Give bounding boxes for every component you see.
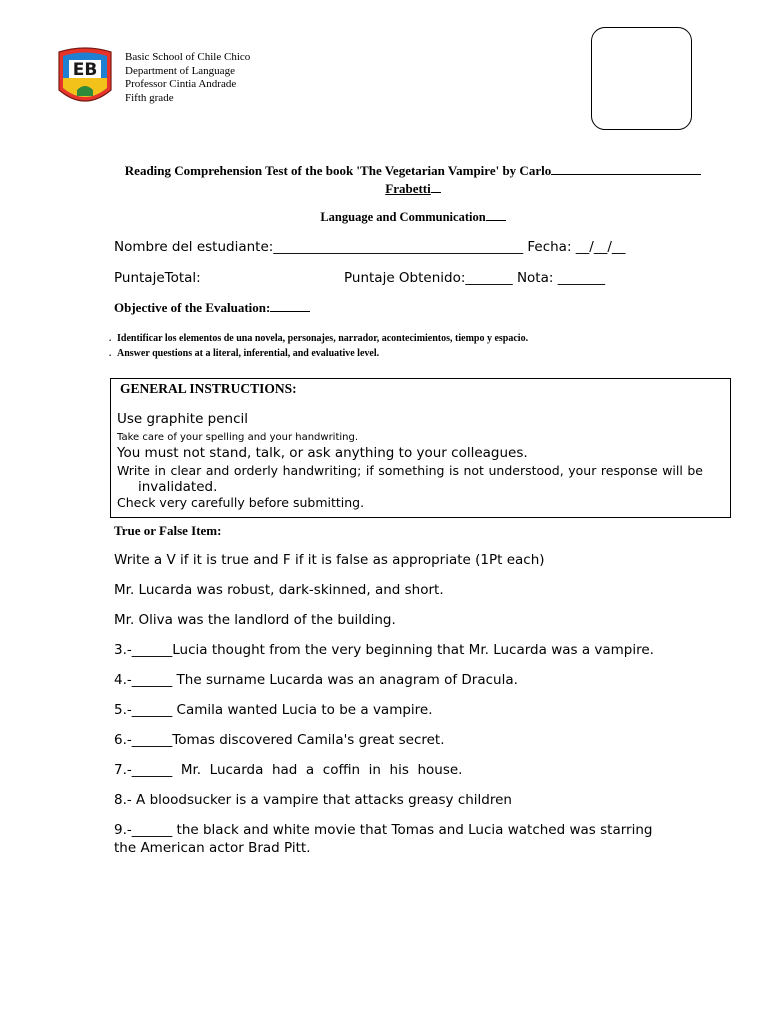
school-crest-icon (55, 46, 115, 108)
bullet-icon: . (109, 348, 112, 358)
question-item: 9.-______ the black and white movie that Tomas and Lucia watched was starring (114, 822, 653, 838)
instruction-text: Write in clear and orderly handwriting; if something is not understood, your response will be (117, 463, 703, 478)
objective-heading-label: Objective of the Evaluation: (114, 300, 271, 315)
objective-underline (270, 301, 310, 312)
question-item: 5.-______ Camila wanted Lucia to be a vampire. (114, 702, 433, 718)
instruction-item (109, 495, 703, 510)
department: Department of Language (125, 64, 235, 77)
question-item: 6.-______Tomas discovered Camila's great secret. (114, 732, 445, 748)
title-line-2: Frabetti (385, 181, 431, 196)
instruction-item (109, 463, 703, 478)
school-name: Basic School of Chile Chico (125, 51, 251, 63)
bullet-icon: . (109, 416, 112, 426)
instruction-text: Take care of your spelling and your handwriting. (117, 432, 359, 443)
professor: Professor Cintia Andrade (125, 78, 237, 90)
question-item: Mr. Oliva was the landlord of the building. (114, 612, 396, 628)
student-name-field[interactable]: Nombre del estudiante:_____________________________________ Fecha: __/__/__ (114, 239, 626, 255)
photo-box (591, 27, 692, 130)
instruction-text: You must not stand, talk, or ask anything to your colleagues. (117, 445, 528, 461)
test-title (116, 162, 710, 198)
instruction-item (109, 432, 703, 443)
school-logo (55, 46, 115, 108)
question-item: 3.-______Lucia thought from the very beginning that Mr. Lucarda was a vampire. (114, 642, 654, 658)
true-false-heading: True or False Item: (114, 523, 222, 538)
objective-heading (114, 300, 310, 316)
score-total-label: PuntajeTotal: (114, 270, 201, 286)
subject-underline (486, 210, 506, 221)
title-line-1: Reading Comprehension Test of the book 'The Vegetarian Vampire' by Carlo (124, 163, 552, 178)
title-underline (551, 163, 701, 175)
bullet-icon: . (109, 450, 112, 460)
bullet-icon: . (109, 433, 112, 443)
score-obtained-field[interactable]: Puntaje Obtenido:_______ Nota: _______ (344, 270, 605, 286)
instruction-text: Check very carefully before submitting. (117, 495, 365, 510)
bullet-icon: . (109, 333, 112, 343)
question-item-continuation: the American actor Brad Pitt. (114, 840, 311, 856)
question-item: 8.- A bloodsucker is a vampire that attacks greasy children (114, 792, 512, 808)
question-item: Mr. Lucarda was robust, dark-skinned, and short. (114, 582, 444, 598)
grade: Fifth grade (125, 91, 174, 104)
instruction-item (109, 445, 703, 461)
bullet-icon: . (109, 500, 112, 510)
question-item: 7.-______ Mr. Lucarda had a coffin in his house. (114, 762, 463, 778)
objective-item-text: Answer questions at a literal, inferential, and evaluative level. (117, 348, 380, 359)
instruction-continuation: invalidated. (138, 479, 218, 495)
objective-item (109, 348, 379, 359)
subject-label: Language and Communication (320, 210, 486, 224)
instruction-text: Use graphite pencil (117, 411, 249, 427)
true-false-prompt: Write a V if it is true and F if it is false as appropriate (1Pt each) (114, 552, 545, 568)
bullet-icon: . (109, 468, 112, 478)
objective-item-text: Identificar los elementos de una novela, personajes, narrador, acontecimientos, tiempo y espacio. (117, 333, 529, 344)
instructions-heading: GENERAL INSTRUCTIONS: (120, 381, 297, 396)
objective-item (109, 333, 528, 344)
subject-heading (0, 210, 768, 225)
question-item: 4.-______ The surname Lucarda was an anagram of Dracula. (114, 672, 518, 688)
svg-text:EB: EB (72, 60, 98, 80)
school-info (125, 51, 250, 105)
title-underline-2 (431, 181, 441, 193)
instruction-item (109, 411, 703, 427)
